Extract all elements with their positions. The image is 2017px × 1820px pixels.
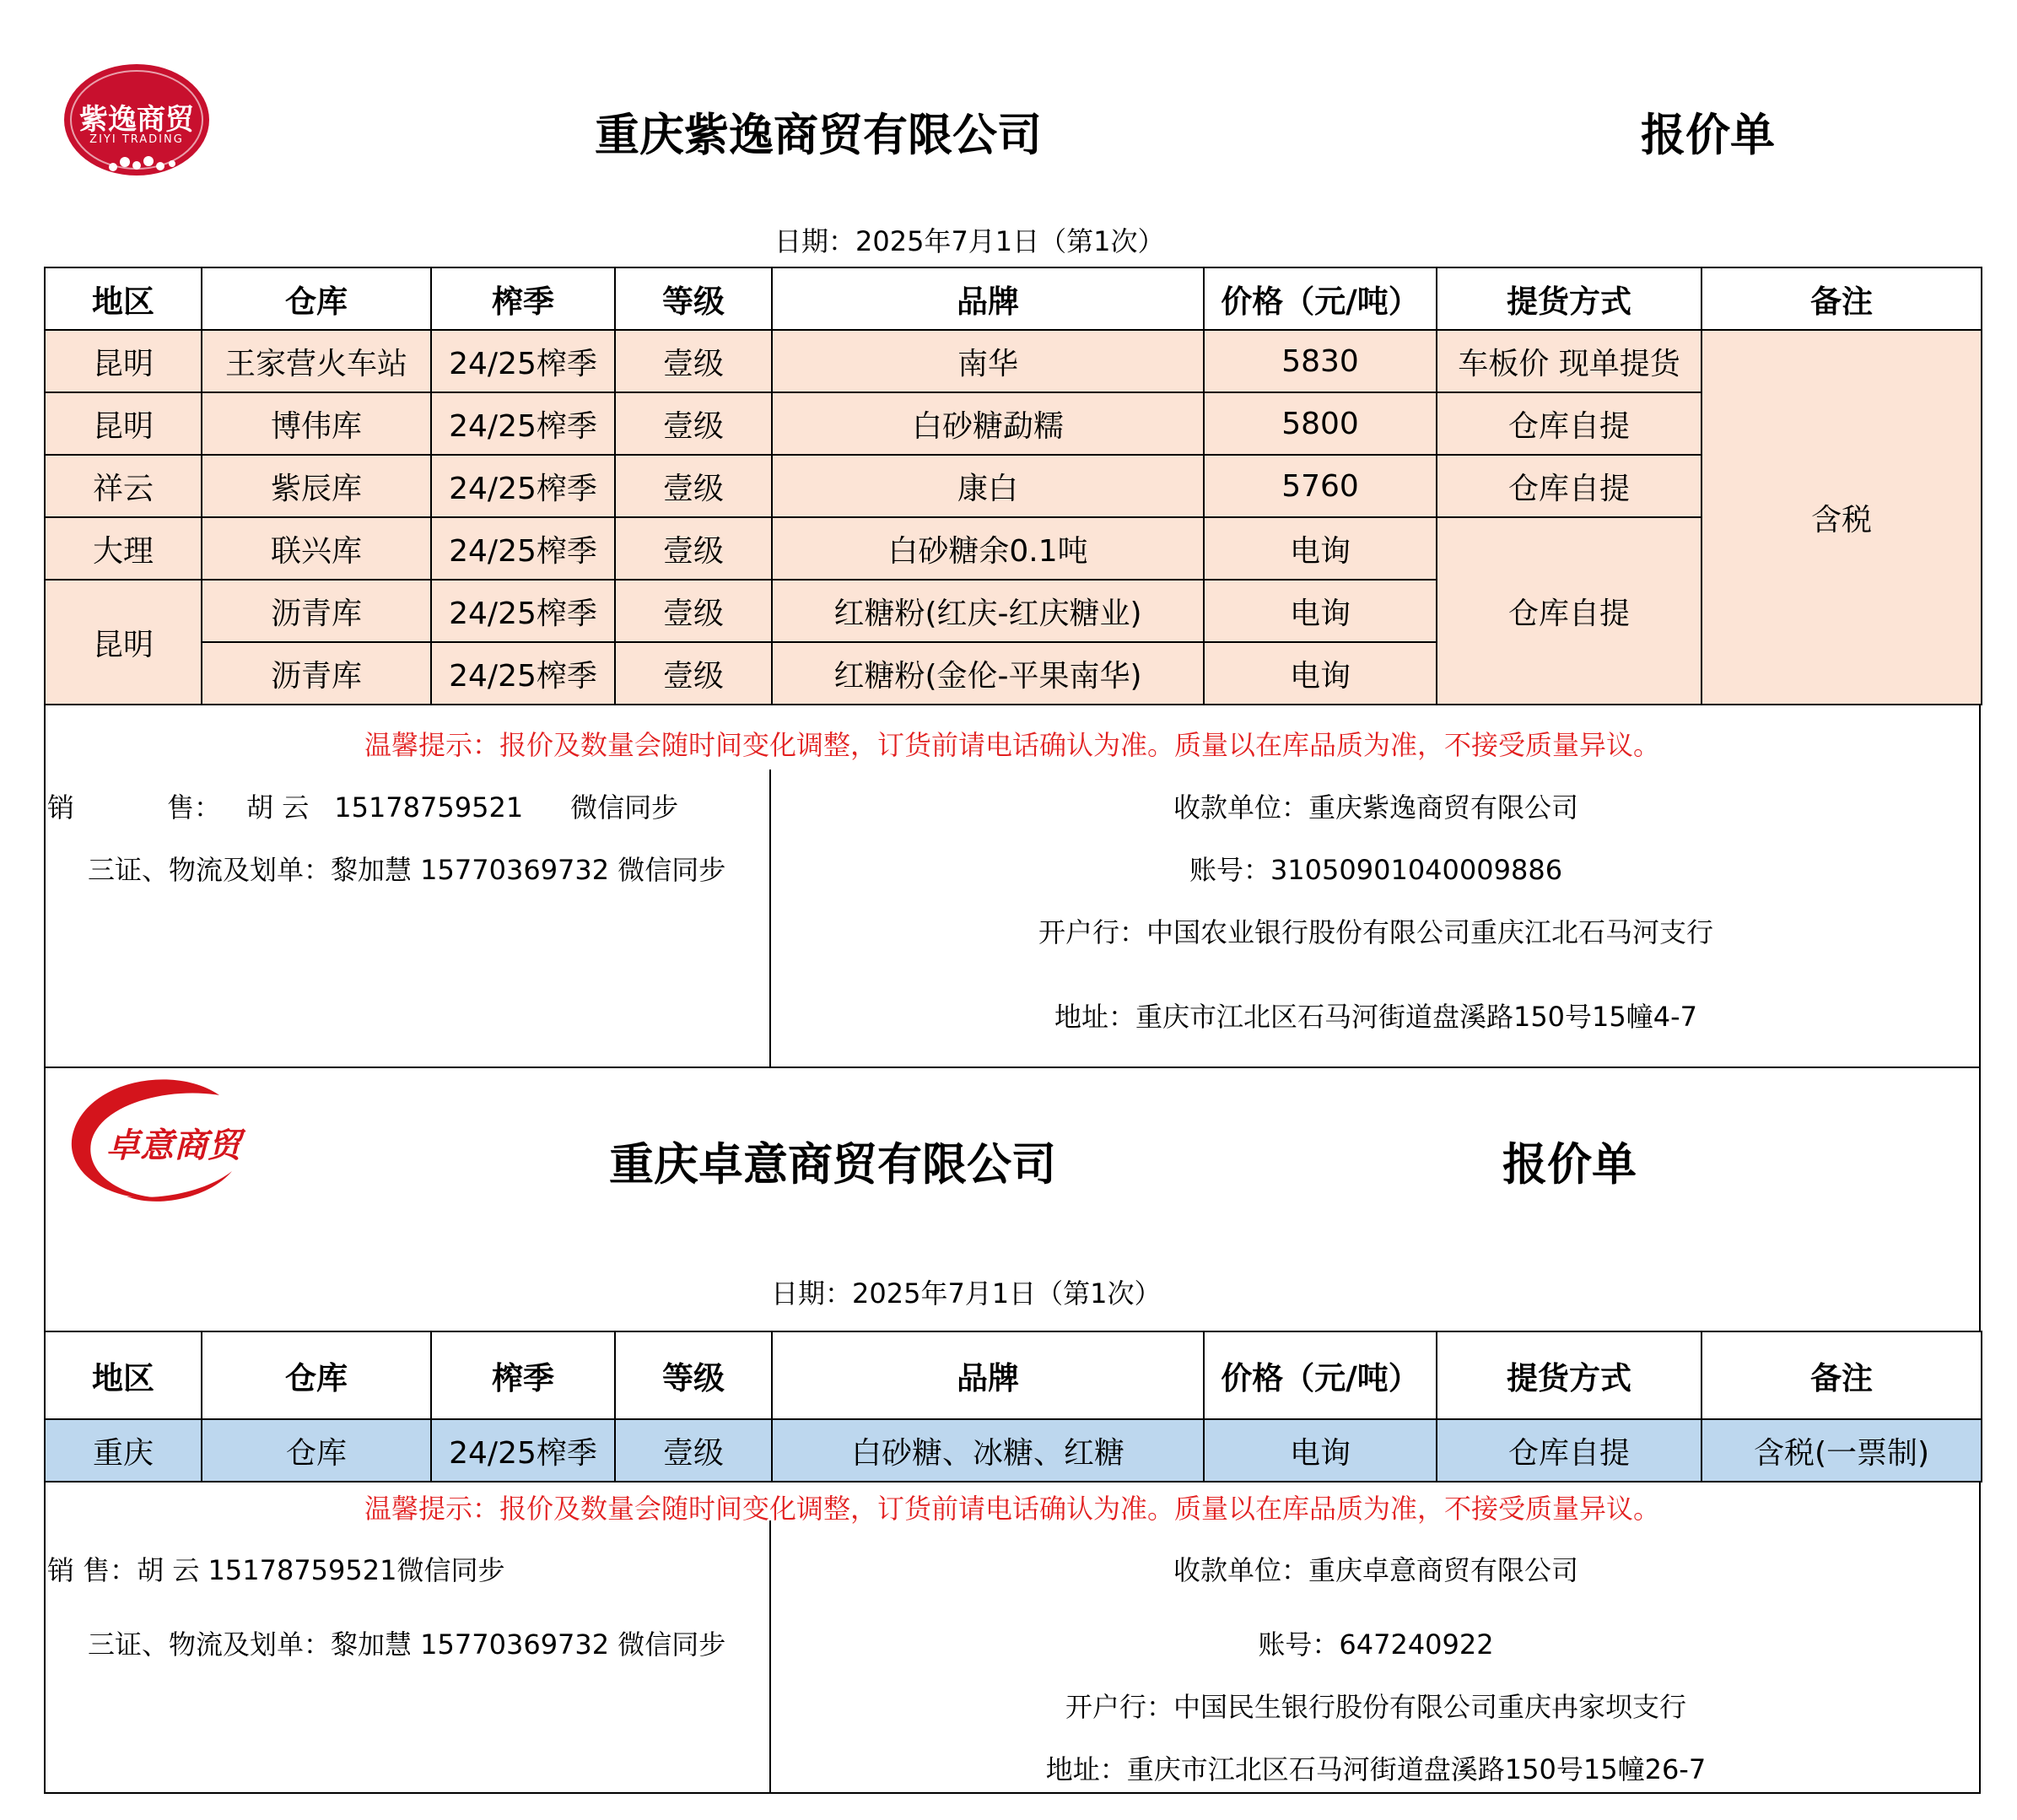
account-number: 账号：647240922 (1258, 1628, 1494, 1661)
warm-tip: 温馨提示：报价及数量会随时间变化调整，订货前请电话确认为准。质量以在库品质为准，不接受质量异议。 (364, 729, 1660, 761)
cell-warehouse: 沥青库 (202, 642, 431, 705)
account-number: 账号：31050901040009886 (1189, 854, 1563, 886)
header-grade: 等级 (615, 1331, 772, 1419)
header-season: 榨季 (431, 267, 615, 330)
payee: 收款单位：重庆卓意商贸有限公司 (1173, 1554, 1578, 1586)
bank-name: 开户行：中国民生银行股份有限公司重庆冉家坝支行 (1065, 1691, 1686, 1723)
sales-contact (47, 786, 678, 825)
address: 地址：重庆市江北区石马河街道盘溪路150号15幢26-7 (1045, 1753, 1707, 1785)
header-price: 价格（元/吨） (1204, 267, 1437, 330)
cell-season: 24/25榨季 (431, 642, 615, 705)
header-remark: 备注 (1702, 267, 1982, 330)
cell-warehouse: 紫辰库 (202, 455, 431, 517)
header-region: 地区 (45, 267, 202, 330)
cell-region: 祥云 (45, 455, 202, 517)
bank-name: 开户行：中国农业银行股份有限公司重庆江北石马河支行 (1038, 916, 1713, 948)
cell-pickup: 车板价 现单提货 (1437, 330, 1702, 392)
quote-table (44, 1331, 1982, 1482)
cell-pickup-merged: 仓库自提 (1437, 517, 1702, 705)
cell-grade: 壹级 (615, 642, 772, 705)
cell-price: 5830 (1204, 330, 1437, 392)
cell-region: 大理 (45, 517, 202, 580)
cell-season: 24/25榨季 (431, 517, 615, 580)
warm-tip: 温馨提示：报价及数量会随时间变化调整，订货前请电话确认为准。质量以在库品质为准，不接受质量异议。 (364, 1493, 1660, 1525)
table-row (45, 1419, 1982, 1482)
logo-subtext: ZIYI TRADING (89, 133, 184, 146)
doc-title: 报价单 (1641, 110, 1775, 161)
cell-brand: 红糖粉(红庆-红庆糖业) (772, 580, 1204, 642)
header-pickup: 提货方式 (1437, 267, 1702, 330)
header-warehouse: 仓库 (202, 1331, 431, 1419)
cell-pickup: 仓库自提 (1437, 455, 1702, 517)
cell-brand: 南华 (772, 330, 1204, 392)
sales-contact: 销 售：胡 云 15178759521微信同步 (47, 1554, 505, 1586)
table-header (45, 267, 1982, 330)
cell-grade: 壹级 (615, 517, 772, 580)
cell-price: 电询 (1204, 580, 1437, 642)
table-row (45, 517, 1982, 580)
cell-region: 昆明 (45, 392, 202, 455)
cell-region: 昆明 (45, 580, 202, 705)
company-title: 重庆卓意商贸有限公司 (609, 1139, 1056, 1191)
cell-price: 电询 (1204, 1419, 1437, 1482)
logo-text: 紫逸商贸 (79, 103, 194, 137)
cell-grade: 壹级 (615, 330, 772, 392)
doc-title: 报价单 (1502, 1139, 1637, 1191)
header-brand: 品牌 (772, 1331, 1204, 1419)
cell-region: 重庆 (45, 1419, 202, 1482)
table-row (45, 392, 1982, 455)
header-region: 地区 (45, 1331, 202, 1419)
cell-brand: 康白 (772, 455, 1204, 517)
sales-label-a: 销 (47, 791, 75, 824)
cell-remark: 含税(一票制) (1702, 1419, 1982, 1482)
header-remark: 备注 (1702, 1331, 1982, 1419)
cell-grade: 壹级 (615, 455, 772, 517)
header-brand: 品牌 (772, 267, 1204, 330)
cell-brand: 白砂糖、冰糖、红糖 (772, 1419, 1204, 1482)
header-pickup: 提货方式 (1437, 1331, 1702, 1419)
table-header (45, 1331, 1982, 1419)
cell-warehouse: 王家营火车站 (202, 330, 431, 392)
logistics-contact: 三证、物流及划单：黎加慧 15770369732 微信同步 (88, 1628, 726, 1661)
cell-grade: 壹级 (615, 580, 772, 642)
cell-warehouse: 博伟库 (202, 392, 431, 455)
cell-warehouse: 仓库 (202, 1419, 431, 1482)
cell-season: 24/25榨季 (431, 1419, 615, 1482)
cell-season: 24/25榨季 (431, 392, 615, 455)
cell-price: 电询 (1204, 517, 1437, 580)
cell-price: 5760 (1204, 455, 1437, 517)
cell-season: 24/25榨季 (431, 330, 615, 392)
quote-date: 日期：2025年7月1日（第1次） (774, 225, 1165, 257)
header-season: 榨季 (431, 1331, 615, 1419)
cell-pickup: 仓库自提 (1437, 1419, 1702, 1482)
table-row (45, 455, 1982, 517)
header-price: 价格（元/吨） (1204, 1331, 1437, 1419)
cell-warehouse: 沥青库 (202, 580, 431, 642)
cell-season: 24/25榨季 (431, 455, 615, 517)
table-row (45, 330, 1982, 392)
address: 地址：重庆市江北区石马河街道盘溪路150号15幢4-7 (1054, 1001, 1698, 1033)
cell-grade: 壹级 (615, 392, 772, 455)
cell-warehouse: 联兴库 (202, 517, 431, 580)
sales-phone: 15178759521 (334, 791, 524, 824)
cell-price: 5800 (1204, 392, 1437, 455)
cell-price: 电询 (1204, 642, 1437, 705)
quote-date: 日期：2025年7月1日（第1次） (771, 1277, 1162, 1310)
cell-brand: 白砂糖勐糯 (772, 392, 1204, 455)
sales-label-b: 售： (167, 791, 222, 824)
cell-brand: 红糖粉(金伦-平果南华) (772, 642, 1204, 705)
sales-person: 胡 云 (246, 791, 310, 824)
logo-text: 卓意商贸 (106, 1126, 241, 1165)
sales-wechat: 微信同步 (570, 791, 679, 824)
cell-brand: 白砂糖余0.1吨 (772, 517, 1204, 580)
company-title: 重庆紫逸商贸有限公司 (595, 110, 1042, 161)
logo-zhuoyi (51, 1070, 257, 1215)
header-warehouse: 仓库 (202, 267, 431, 330)
cell-pickup: 仓库自提 (1437, 392, 1702, 455)
header-grade: 等级 (615, 267, 772, 330)
logo-ziyi (62, 62, 211, 177)
cell-region: 昆明 (45, 330, 202, 392)
cell-season: 24/25榨季 (431, 580, 615, 642)
cell-remark: 含税 (1702, 330, 1982, 705)
cell-grade: 壹级 (615, 1419, 772, 1482)
quote-table (44, 267, 1982, 705)
logistics-contact: 三证、物流及划单：黎加慧 15770369732 微信同步 (88, 854, 726, 886)
payee: 收款单位：重庆紫逸商贸有限公司 (1173, 791, 1578, 824)
